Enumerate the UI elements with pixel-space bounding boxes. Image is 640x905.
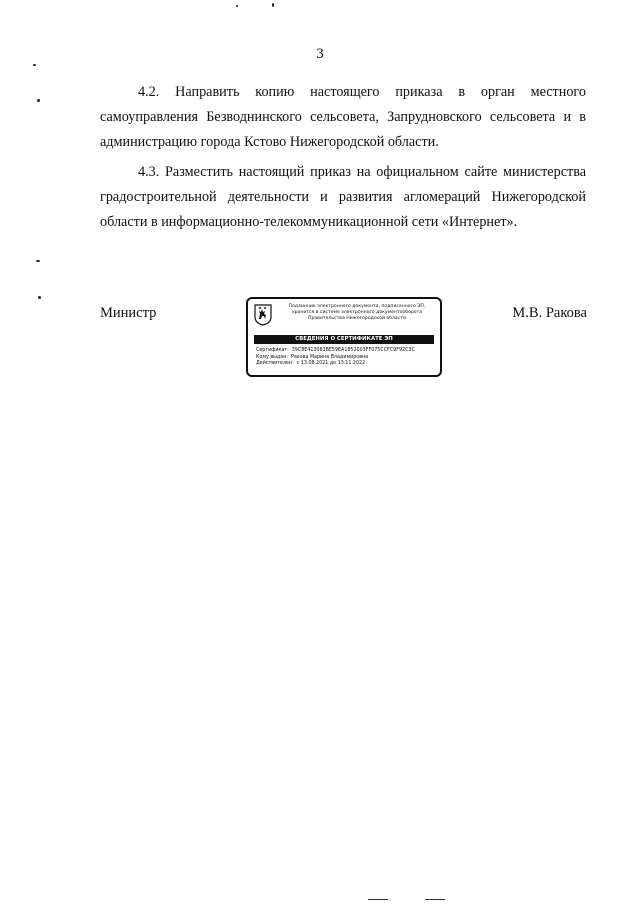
certificate-row (256, 348, 436, 355)
certificate-value: 39C8E413083BE59EA1852003FF075CCFC9F92C3C (291, 348, 415, 353)
certificate-label: Сертификат: (256, 348, 289, 353)
scan-speck (33, 64, 36, 66)
signer-title: Министр (100, 305, 157, 321)
certificate-details (256, 348, 436, 368)
scan-speck (272, 3, 274, 7)
electronic-signature-stamp (246, 297, 442, 377)
stamp-header-line: хранится в системе электронного документооборота (291, 310, 423, 315)
stamp-header-line: Подлинник электронного документа, подписанного ЭП, (288, 304, 426, 309)
paragraph-4-3: 4.3. Разместить настоящий приказ на официальном сайте министерства градостроительной деятельности и развития агломераций Нижегородской области в информационно-телекоммуникационной сети «Интернет». (100, 164, 586, 230)
scan-speck (38, 296, 41, 299)
scan-line (368, 899, 388, 900)
scan-line (425, 899, 445, 900)
paragraph-4-2: 4.2. Направить копию настоящего приказа в орган местного самоуправления Безводнинского сельсовета, Запрудновского сельсовета и в администрацию города Кстово Нижегородской области. (100, 84, 586, 150)
stamp-header (276, 304, 438, 322)
scan-speck (37, 99, 40, 102)
scan-speck (236, 5, 238, 7)
page-number: 3 (316, 46, 324, 62)
issued-to-value: Ракова Марина Владимировна (290, 354, 369, 360)
stamp-title-bar: СВЕДЕНИЯ О СЕРТИФИКАТЕ ЭП (254, 335, 434, 344)
signer-name: М.В. Ракова (512, 305, 587, 321)
stamp-header-line: Правительства Нижегородской области (308, 316, 406, 321)
validity-row (256, 361, 436, 368)
scan-speck (36, 260, 40, 262)
validity-value: с 13.08.2021 до 13.11.2022 (296, 361, 366, 367)
deer-coat-of-arms-icon (254, 304, 272, 326)
validity-label: Действителен: (256, 361, 294, 367)
issued-to-label: Кому выдан: (256, 354, 288, 360)
